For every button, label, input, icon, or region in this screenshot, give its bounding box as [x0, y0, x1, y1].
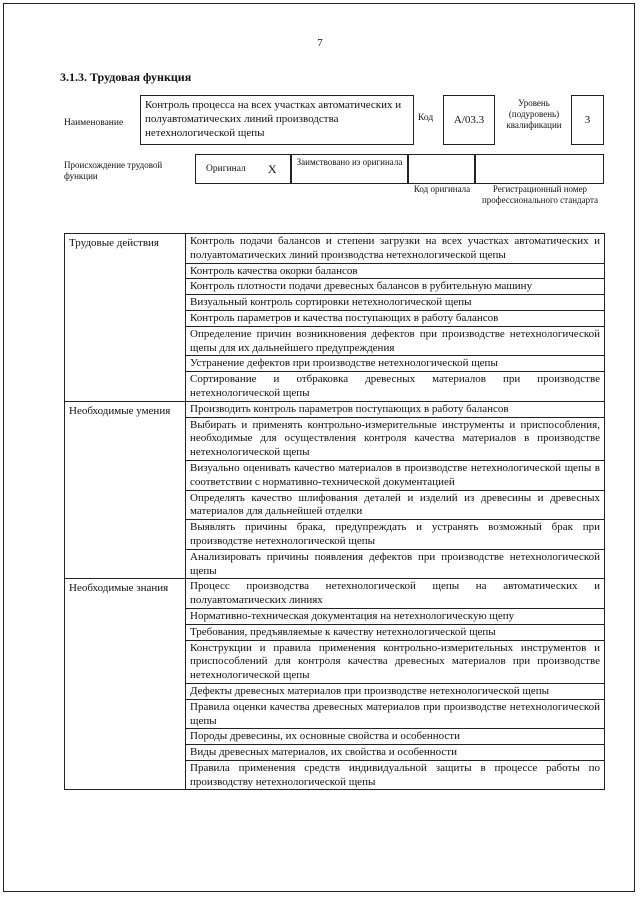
item-cell: Сортирование и отбраковка древесных материалов при производстве нетехнологической щепы [186, 372, 605, 402]
code-label: Код [418, 113, 434, 123]
page-number: 7 [317, 37, 323, 49]
item-cell: Устранение дефектов при производстве нетехнологической щепы [186, 356, 605, 372]
item-cell: Выбирать и применять контрольно-измерительные инструменты и приспособления, необходимые для осуществления контроля качества материалов в производстве нетехнологической щепы [186, 417, 605, 460]
item-cell: Выявлять причины брака, предупреждать и устранять возможный брак при производстве нетехнологической щепы [186, 520, 605, 550]
item-cell: Анализировать причины появления дефектов при производстве нетехнологической щепы [186, 549, 605, 579]
origin-label: Происхождение трудовой функции [64, 160, 163, 181]
table-row [65, 401, 605, 417]
reg-number-label: Регистрационный номер профессионального стандарта [481, 184, 599, 205]
item-cell: Процесс производства нетехнологической щепы на автоматических и полуавтоматических линиях [186, 579, 605, 609]
original-mark: X [267, 161, 277, 176]
item-cell: Конструкции и правила применения контрольно-измерительных инструментов и приспособлений для контроля качества древесных материалов при производстве нетехнологической щепы [186, 640, 605, 683]
table-row [65, 579, 605, 609]
original-label: Оригинал [206, 164, 246, 174]
item-cell: Правила применения средств индивидуальной защиты в процессе работы по производству нетехнологической щепы [186, 760, 605, 790]
original-code-cell [408, 154, 475, 184]
item-cell: Контроль подачи балансов и степени загрузки на всех участках автоматических и полуавтоматических линий производства нетехнологической щепы [186, 234, 605, 264]
item-cell: Визуально оценивать качество материалов в производстве нетехнологической щепы в соответствии с нормативно-технической документацией [186, 460, 605, 490]
section-title: 3.1.3. Трудовая функция [60, 70, 192, 84]
item-cell: Определение причин возникновения дефектов при производстве нетехнологической щепы для их дальнейшего предупреждения [186, 326, 605, 356]
item-cell: Правила оценки качества древесных материалов при производстве нетехнологической щепы [186, 699, 605, 729]
item-cell: Нормативно-техническая документация на нетехнологическую щепу [186, 608, 605, 624]
item-cell: Определять качество шлифования деталей и изделий из древесины и древесных материалов для дальнейшей отделки [186, 490, 605, 520]
borrowed-label: Заимствовано из оригинала [291, 154, 408, 184]
table-row [65, 234, 605, 264]
level-label: Уровень (подуровень) квалификации [506, 98, 562, 130]
code-original-label: Код оригинала [413, 184, 471, 194]
category-cell: Необходимые знания [65, 579, 186, 790]
qualification-level-value: 3 [571, 95, 604, 145]
item-cell: Визуальный контроль сортировки нетехнологической щепы [186, 295, 605, 311]
item-cell: Контроль параметров и качества поступающих в работу балансов [186, 310, 605, 326]
origin-original-cell [195, 154, 291, 184]
item-cell: Породы древесины, их основные свойства и особенности [186, 729, 605, 745]
function-table [64, 233, 605, 790]
function-name-value: Контроль процесса на всех участках автоматических и полуавтоматических линий производства нетехнологической щепы [140, 95, 414, 145]
name-label: Наименование [64, 118, 124, 128]
item-cell: Требования, предъявляемые к качеству нетехнологической щепы [186, 624, 605, 640]
reg-number-cell [475, 154, 604, 184]
item-cell: Контроль качества окорки балансов [186, 263, 605, 279]
category-cell: Необходимые умения [65, 401, 186, 579]
item-cell: Производить контроль параметров поступающих в работу балансов [186, 401, 605, 417]
item-cell: Контроль плотности подачи древесных балансов в рубительную машину [186, 279, 605, 295]
item-cell: Виды древесных материалов, их свойства и особенности [186, 745, 605, 761]
category-cell: Трудовые действия [65, 234, 186, 402]
item-cell: Дефекты древесных материалов при производстве нетехнологической щепы [186, 683, 605, 699]
function-code-value: А/03.3 [443, 95, 495, 145]
